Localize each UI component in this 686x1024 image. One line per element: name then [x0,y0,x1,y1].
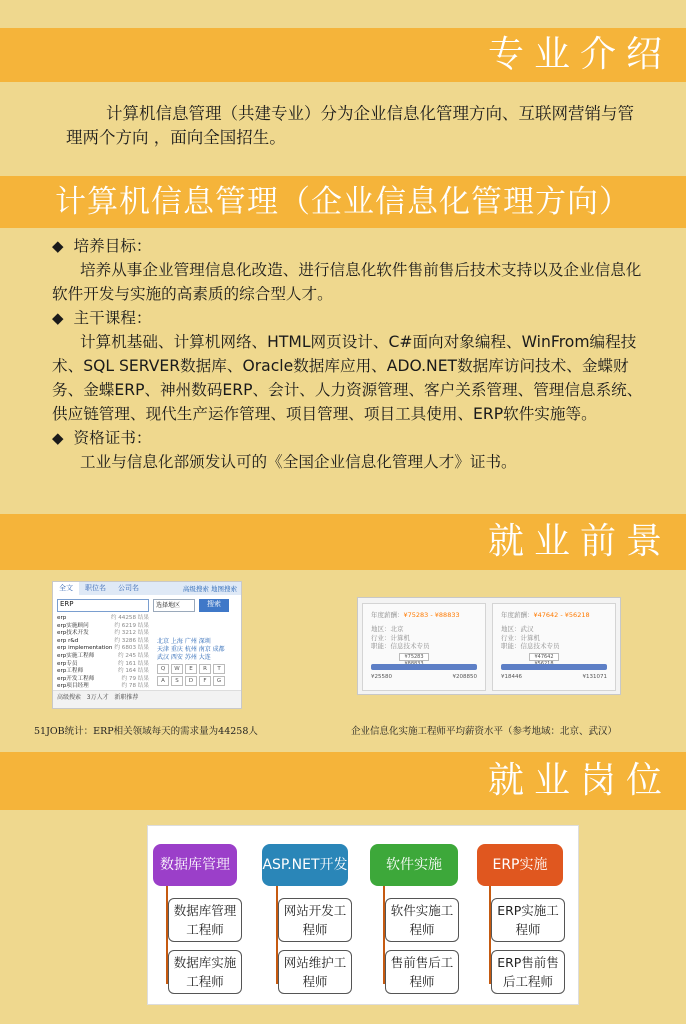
intro-title: 专业介绍 [487,34,672,75]
salary-range-bar [501,664,607,670]
list-item: erp实施顾问 约 6219 结果 [57,622,149,629]
jobs-title: 就业岗位 [487,760,672,801]
list-item: erp工程师 约 164 结果 [57,668,149,675]
job-database-admin: 数据库管理工程师 [168,898,242,942]
job-positions-chart [147,825,579,1005]
salary-card-beijing: 年度薪酬：¥75283 - ¥88833 地区：北京 行业：计算机 职能：信息技术专员 ¥75283 ¥25580 ¥208850 [362,603,486,691]
soft-keyboard: Q W E R T A S D F G [157,664,227,686]
job-web-maintenance: 网站维护工程师 [278,950,352,994]
job-presales-aftersales: 售前售后工程师 [385,950,459,994]
salary-range-bar [371,664,477,670]
group-software-implementation: 软件实施 [370,844,458,886]
group-database: 数据库管理 [153,844,237,886]
jobs-title-band [0,752,686,810]
city-links: 北京 上海 广州 深圳 天津 重庆 杭州 南京 成都 武汉 西安 苏州 大连 [157,638,225,661]
list-item: erp技术开发 约 3212 结果 [57,630,149,637]
courses-body: 计算机基础、计算机网络、HTML网页设计、C#面向对象编程、WinFrom编程技术、SQL SERVER数据库、Oracle数据库应用、ADO.NET数据库访问技术、金蝶财务、金蝶ERP、神州数码ERP、会计、人力资源管理、客户关系管理、管理信息系统、供应链管理、现代生产运作管理、项目管理、项目工具使用、ERP软件实施等。 [52,333,643,423]
goal-block [52,234,652,306]
job-erp-presales-aftersales: ERP售前售后工程师 [491,950,565,994]
search-caption: 51JOB统计：ERP相关领域每天的需求量为44258人 [34,726,258,737]
tab-job-title: 职位名 [85,584,106,592]
suggestion-list [57,615,149,691]
curriculum-section [52,234,652,474]
courses-block [52,306,652,426]
list-item: erp 约 44258 结果 [57,615,149,621]
search-links: 高级搜索 地图搜索 [182,585,237,593]
major-title-band [0,176,686,228]
salary-screenshot [357,597,621,695]
certificate-body: 工业与信息化部颁发认可的《全国企业信息化管理人才》证书。 [80,453,517,471]
certificate-block [52,426,652,474]
job-software-implementation: 软件实施工程师 [385,898,459,942]
prospects-title-band [0,514,686,570]
search-button: 搜索 [199,599,229,612]
list-item: erp专员 约 161 结果 [57,660,149,667]
intro-title-band [0,28,686,82]
tab-fulltext: 全文 [53,582,79,595]
job-search-screenshot [52,581,242,709]
job-web-developer: 网站开发工程师 [278,898,352,942]
major-title: 计算机信息管理（企业信息化管理方向） [55,184,631,220]
salary-card-wuhan: 年度薪酬：¥47642 - ¥56218 地区：武汉 行业：计算机 职能：信息技术专员 ¥47642 ¥18446 ¥131071 [492,603,616,691]
list-item: erp开发工程师 约 79 结果 [57,675,149,682]
intro-text: 计算机信息管理（共建专业）分为企业信息化管理方向、互联网营销与管理两个方向 ，面向全国招生。 [66,104,634,147]
group-aspnet: ASP.NET开发 [262,844,348,886]
prospects-title: 就业前景 [487,521,672,562]
certificate-heading: 资格证书： [73,429,152,447]
diamond-bullet-icon: ◆ [52,309,64,327]
intro-paragraph [66,102,646,150]
search-footer: 高级搜索 3万人才 新职推荐 [53,690,241,708]
group-erp-implementation: ERP实施 [477,844,563,886]
list-item: erp implementation 约 6803 结果 [57,645,149,652]
list-item: erp实施工程师 约 245 结果 [57,652,149,659]
diamond-bullet-icon: ◆ [52,429,64,447]
location-select: 选择地区 [153,599,195,612]
goal-heading: 培养目标： [73,237,152,255]
job-erp-implementation: ERP实施工程师 [491,898,565,942]
diamond-bullet-icon: ◆ [52,237,64,255]
list-item: erp r&d 约 3286 结果 [57,637,149,644]
goal-body: 培养从事企业管理信息化改造、进行信息化软件售前售后技术支持以及企业信息化软件开发与实施的高素质的综合型人才。 [52,261,642,303]
job-database-implementation: 数据库实施工程师 [168,950,242,994]
list-item: erp项目经理 约 78 结果 [57,683,149,690]
tab-company: 公司名 [118,584,139,592]
salary-caption: 企业信息化实施工程师平均薪资水平（参考地域：北京、武汉） [351,726,618,737]
courses-heading: 主干课程： [73,309,152,327]
search-input: ERP [57,599,149,612]
